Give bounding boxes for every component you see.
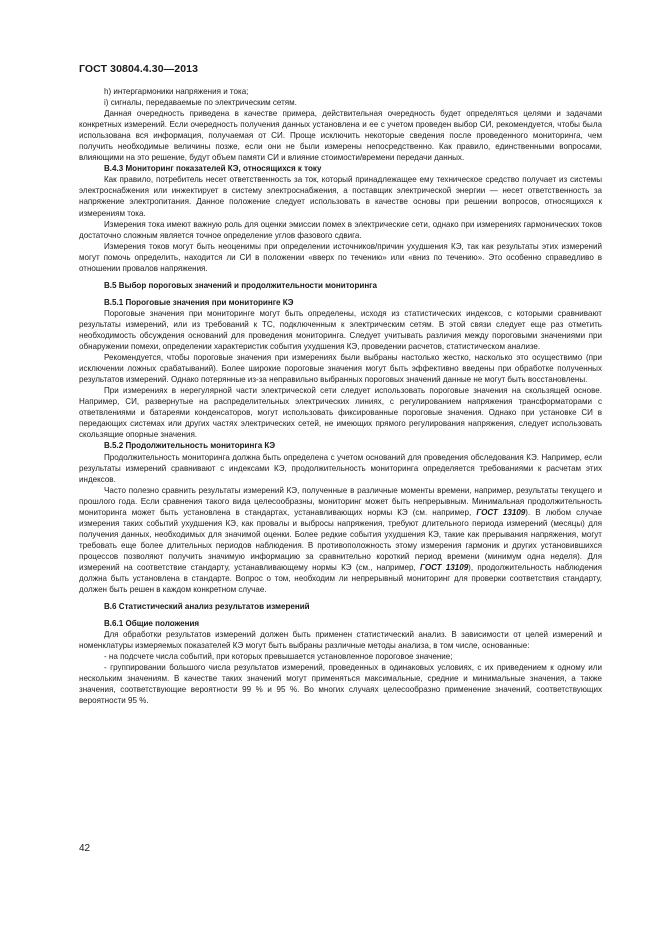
paragraph: Как правило, потребитель несет ответственность за ток, который принадлежащее ему техническое средство получает из системы электроснабжения или инжектирует в систему электроснабжения, а поставщик электрической энергии — несет ответственность за напряжение электропитания. Данное положение следует использовать в качестве основы при решении вопросов, относящихся к измерениям тока. bbox=[79, 175, 602, 218]
standard-reference: ГОСТ 13109 bbox=[420, 562, 469, 572]
paragraph: Пороговые значения при мониторинге могут быть определены, исходя из статистических индексов, с которыми сравнивают результаты измерений, или из требований к ТС, подключенным к электрическим сетям. В этой связи следует еще раз отметить необходимость обсуждения оснований для проведения мониторинга. Следует учитывать различия между пороговыми значениями при обнаружении помехи, определении характеристик события ухудшения КЭ, проведении расчетов, статистическом анализе. bbox=[79, 308, 602, 352]
section-heading-b6: В.6 Статистический анализ результатов измерений bbox=[104, 602, 310, 612]
list-item-i: i) сигналы, передаваемые по электрическим сетям. bbox=[104, 98, 297, 108]
section-heading-b51: В.5.1 Пороговые значения при мониторинге КЭ bbox=[104, 297, 294, 307]
section-heading-b52: В.5.2 Продолжительность мониторинга КЭ bbox=[104, 441, 276, 451]
paragraph: При измерениях в нерегулярной части электрической сети следует использовать пороговые значения на скользящей основе. Например, СИ, развернутые на распределительных электрических линиях, с регулированием напряжения трансформаторами с ответвлениями и батареями конденсаторов, могут использовать фиксированные пороговые значения. Однако при установке СИ в передающих системах или других частях электрических сетей, не имеющих прямого регулирования напряжения, следует использовать скользящие опорные значения. bbox=[79, 386, 602, 440]
document-header: ГОСТ 30804.4.30—2013 bbox=[79, 63, 199, 75]
paragraph-text: Часто полезно сравнить результаты измерений КЭ, полученные в различные моменты времени, например, результаты текущего и прошлого года. Если сравнения такого вида целесообразны, мониторинг может быть непрерывным. Минимальная продолжительность мониторинга может быть установлена в стандартах, устанавливающих нормы КЭ (см. например, bbox=[79, 485, 602, 517]
paragraph-text: ). В любом случае измерения таких событий ухудшения КЭ, как провалы и выбросы напряжения, требуют длительного периода измерений (месяцы) для получения данных, необходимых для значимой оценки. Более редкие события ухудшения КЭ, такие как прерывания напряжения, могут требовать еще более длительных периодов наблюдения. В противоположность этому измерения гармоник и других установившихся процессов позволяют получить значимую информацию за сравнительно короткий период времени (минимум одна неделя). Для измерений на соответствие стандарту, устанавливающему нормы КЭ (см., например, bbox=[79, 507, 603, 572]
section-heading-b61: В.6.1 Общие положения bbox=[104, 619, 200, 629]
section-heading-b5: В.5 Выбор пороговых значений и продолжительности мониторинга bbox=[104, 280, 378, 290]
paragraph: Измерения тока имеют важную роль для оценки эмиссии помех в электрические сети, однако при измерениях гармонических токов достаточно сложным является точное определение углов фазового сдвига. bbox=[79, 219, 602, 240]
section-heading-b43: В.4.3 Мониторинг показателей КЭ, относящихся к току bbox=[104, 164, 322, 174]
bullet-item: - на подсчете числа событий, при которых превышается установленное пороговое значение; bbox=[104, 652, 453, 662]
paragraph: Рекомендуется, чтобы пороговые значения при измерениях были выбраны настолько жестко, насколько это осуществимо (при исключении ложных срабатываний). Более широкие пороговые значения могут быть эффективно введены при обработке полученных результатов измерений. Однако потерянные из-за неправильно выбранных пороговых значений данные не могут быть восстановлены. bbox=[79, 353, 602, 385]
paragraph: Продолжительность мониторинга должна быть определена с учетом оснований для проведения обследования КЭ. Например, если результаты измерений сравнивают с индексами КЭ, продолжительность мониторинга определяется требованиями к расчетам этих индексов. bbox=[79, 452, 602, 484]
standard-reference: ГОСТ 13109 bbox=[476, 507, 526, 517]
paragraph bbox=[79, 485, 602, 595]
paragraph: Измерения токов могут быть неоценимы при определении источников/причин ухудшения КЭ, так как результаты этих измерений могут помочь определить, находится ли СИ в положении «вверх по течению» или «вниз по течению». Это особенно справедливо в отношении провалов напряжения. bbox=[79, 241, 602, 273]
document-body bbox=[79, 86, 602, 707]
paragraph: Для обработки результатов измерений должен быть применен статистический анализ. В зависимости от целей измерений и номенклатуры измеряемых показателей КЭ могут быть выбраны различные методы анализа, в том числе, основанные: bbox=[79, 630, 602, 651]
paragraph-text: ), продолжительность наблюдения должна быть установлена в стандарте. Вопрос о том, необходим ли непрерывный мониторинг для проверки соответствия стандарту, должен быть решен в каждом конкретном случае. bbox=[79, 562, 603, 595]
list-item-h: h) интергармоники напряжения и тока; bbox=[104, 87, 249, 96]
page-number: 42 bbox=[79, 843, 91, 854]
bullet-item: - группировании большого числа результатов измерений, проведенных в одинаковых условиях, с их приведением к одному или нескольким значениям. В качестве таких значений могут применяться максимальные, средние и минимальные значения, а также значения, соответствующие вероятности 99 % и 95 %. Во многих случаях целесообразно применение значений, соответствующих вероятности 95 %. bbox=[79, 663, 602, 706]
paragraph: Данная очередность приведена в качестве примера, действительная очередность будет определяться целями и задачами конкретных измерений. Если очередность получения данных установлена и ее с учетом проведен выбор СИ, рекомендуется, чтобы была использована вся информация, получаемая от СИ. Проще исключить некоторые сведения после проведенного мониторинга, чем получить необходимые величины позже, если они не были измерены непосредственно. Как правило, единственными вопросами, влияющими на это решение, будут объем памяти СИ и влияние стоимости/времени передачи данных. bbox=[79, 109, 602, 163]
